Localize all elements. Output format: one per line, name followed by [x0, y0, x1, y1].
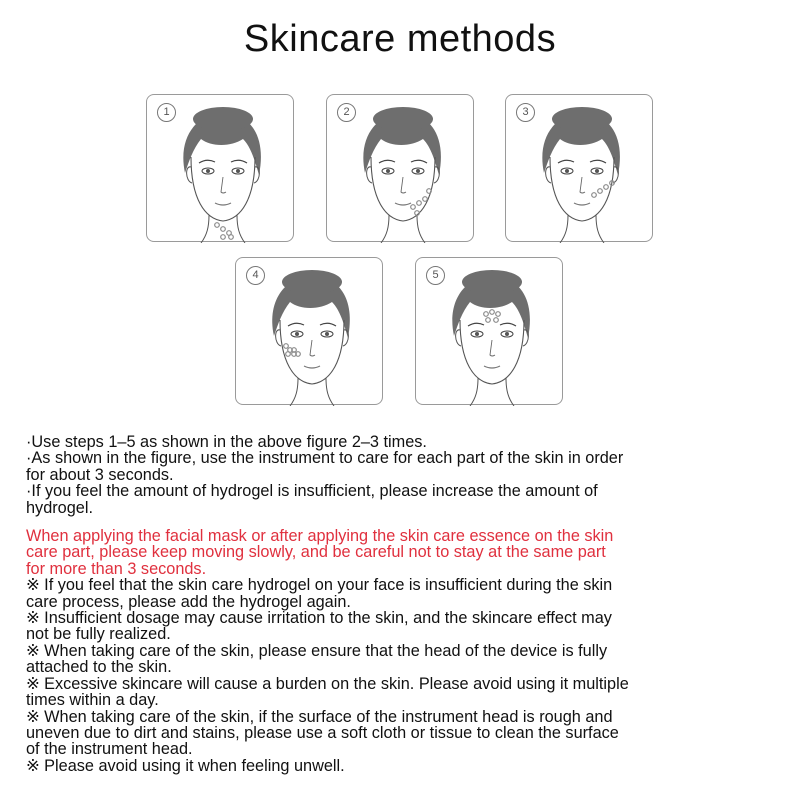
- massage-marker: [417, 201, 422, 206]
- mouth: [304, 366, 320, 368]
- nose: [221, 177, 226, 193]
- left-eyebrow: [379, 160, 395, 163]
- instruction-item: [26, 434, 786, 450]
- right-eyebrow: [500, 323, 516, 326]
- step-panel-1: [146, 94, 294, 242]
- face-outline: [460, 320, 524, 384]
- left-eyebrow: [288, 323, 304, 326]
- neck-right: [506, 378, 514, 406]
- massage-marker: [598, 189, 603, 194]
- neck-left: [201, 215, 209, 243]
- right-eyebrow: [231, 160, 247, 163]
- note-line: care process, please add the hydrogel again.: [26, 592, 351, 611]
- note-line: ※ When taking care of the skin, please ensure that the head of the device is fully: [26, 641, 608, 660]
- mouth: [484, 366, 500, 368]
- massage-marker: [423, 197, 428, 202]
- face-outline: [371, 157, 435, 221]
- mouth: [395, 203, 411, 205]
- note-line: ※ If you feel that the skin care hydrogel on your face is insufficient during the skin: [26, 576, 613, 595]
- step-number: 3: [516, 103, 535, 122]
- face-outline: [191, 157, 255, 221]
- step-number: 5: [426, 266, 445, 285]
- note-item: [26, 709, 786, 758]
- massage-marker: [221, 227, 226, 232]
- instruction-line: ·As shown in the figure, use the instrument to care for each part of the skin in order: [26, 449, 624, 468]
- left-eyebrow: [558, 160, 574, 163]
- neck-right: [417, 215, 425, 243]
- massage-marker: [284, 344, 289, 349]
- mouth: [215, 203, 231, 205]
- nose: [310, 340, 315, 356]
- note-line: of the instrument head.: [26, 740, 193, 759]
- nose: [401, 177, 406, 193]
- step-number: 4: [246, 266, 265, 285]
- instruction-line: hydrogel.: [26, 498, 93, 517]
- instruction-line: ·If you feel the amount of hydrogel is insufficient, please increase the amount of: [26, 482, 598, 501]
- warning-block: [26, 528, 786, 577]
- note-item: [26, 676, 786, 709]
- note-item: [26, 610, 786, 643]
- note-line: not be fully realized.: [26, 625, 171, 644]
- massage-marker: [484, 312, 489, 317]
- mouth: [574, 203, 590, 205]
- massage-marker: [229, 235, 234, 240]
- page-title: Skincare methods: [243, 18, 557, 60]
- note-item: [26, 577, 786, 610]
- hair-bun: [193, 107, 253, 131]
- hair-bun: [373, 107, 433, 131]
- warning-line: When applying the facial mask or after applying the skin care essence on the skin: [26, 527, 614, 546]
- instruction-item: [26, 483, 786, 516]
- note-item: [26, 758, 786, 774]
- nose: [490, 340, 495, 356]
- massage-marker: [215, 223, 220, 228]
- left-eyebrow: [199, 160, 215, 163]
- note-line: ※ Excessive skincare will cause a burden on the skin. Please avoid using it multiple: [26, 674, 629, 693]
- right-eyebrow: [590, 160, 606, 163]
- step-panel-4: [235, 257, 383, 405]
- massage-marker: [496, 312, 501, 317]
- step-panel-5: [415, 257, 563, 405]
- warning-line: care part, please keep moving slowly, and be careful not to stay at the same part: [26, 543, 606, 562]
- neck-left: [560, 215, 568, 243]
- massage-marker: [286, 352, 291, 357]
- neck-right: [237, 215, 245, 243]
- warning-line: for more than 3 seconds.: [26, 559, 207, 578]
- step-panel-2: [326, 94, 474, 242]
- step-number: 2: [337, 103, 356, 122]
- note-line: ※ Please avoid using it when feeling unwell.: [26, 756, 345, 775]
- nose: [580, 177, 585, 193]
- step-number: 1: [157, 103, 176, 122]
- massage-marker: [604, 185, 609, 190]
- instruction-item: [26, 450, 786, 483]
- instruction-line: for about 3 seconds.: [26, 465, 174, 484]
- step-panel-3: [505, 94, 653, 242]
- hair-bun: [552, 107, 612, 131]
- massage-marker: [592, 193, 597, 198]
- massage-marker: [486, 318, 491, 323]
- left-eyebrow: [468, 323, 484, 326]
- note-item: [26, 643, 786, 676]
- note-line: ※ Insufficient dosage may cause irritation to the skin, and the skincare effect may: [26, 609, 612, 628]
- hair-bun: [282, 270, 342, 294]
- massage-marker: [411, 205, 416, 210]
- neck-left: [470, 378, 478, 406]
- neck-right: [326, 378, 334, 406]
- right-eyebrow: [320, 323, 336, 326]
- note-line: ※ When taking care of the skin, if the surface of the instrument head is rough and: [26, 707, 613, 726]
- note-line: attached to the skin.: [26, 658, 172, 677]
- instruction-line: ·Use steps 1–5 as shown in the above figure 2–3 times.: [26, 433, 427, 451]
- massage-marker: [494, 318, 499, 323]
- note-line: uneven due to dirt and stains, please use a soft cloth or tissue to clean the surface: [26, 723, 619, 742]
- neck-right: [596, 215, 604, 243]
- right-eyebrow: [411, 160, 427, 163]
- massage-marker: [490, 310, 495, 315]
- note-line: times within a day.: [26, 691, 159, 710]
- neck-left: [290, 378, 298, 406]
- neck-left: [381, 215, 389, 243]
- instructions-block: [26, 434, 786, 774]
- hair-bun: [462, 270, 522, 294]
- massage-marker: [221, 235, 226, 240]
